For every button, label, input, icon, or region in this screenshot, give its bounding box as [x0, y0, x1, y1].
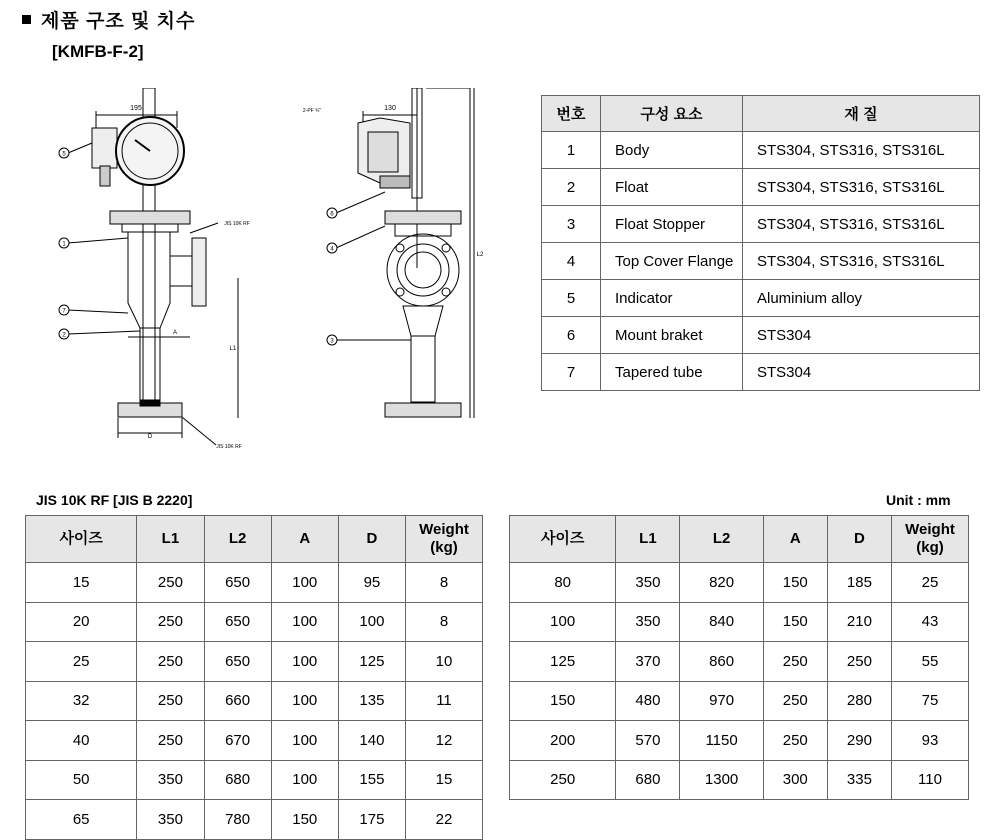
part-component: Top Cover Flange [601, 243, 743, 280]
section-heading-text: 제품 구조 및 치수 [41, 11, 196, 32]
l1-cell: 250 [137, 721, 204, 761]
table-row [542, 132, 980, 169]
weight-cell: 10 [406, 642, 483, 682]
dim-l1-label: L1 [229, 346, 237, 352]
l2-cell: 650 [204, 563, 271, 603]
side-note-label: 2-PF ¾" [302, 108, 322, 114]
dim-right-body [510, 563, 969, 800]
l2-cell: 840 [680, 602, 763, 642]
part-number: 3 [542, 206, 601, 243]
d-cell: 280 [827, 681, 891, 721]
header-d: D [827, 516, 891, 563]
weight-cell: 8 [406, 563, 483, 603]
size-cell: 50 [26, 760, 137, 800]
l2-cell: 860 [680, 642, 763, 682]
part-number: 1 [542, 132, 601, 169]
standard-label: JIS 10K RF [JIS B 2220] [36, 492, 193, 508]
header-l1: L1 [137, 516, 204, 563]
header-l2: L2 [680, 516, 763, 563]
d-cell: 185 [827, 563, 891, 603]
size-cell: 20 [26, 602, 137, 642]
table-row [542, 354, 980, 391]
d-cell: 135 [338, 681, 405, 721]
part-component: Indicator [601, 280, 743, 317]
l1-cell: 350 [616, 602, 680, 642]
dim-195-label: 195 [130, 105, 142, 112]
l2-cell: 970 [680, 681, 763, 721]
table-row [26, 800, 483, 840]
table-row [26, 563, 483, 603]
part-material: STS304, STS316, STS316L [743, 206, 980, 243]
part-component: Body [601, 132, 743, 169]
part-material: STS304, STS316, STS316L [743, 243, 980, 280]
table-row [26, 721, 483, 761]
size-cell: 100 [510, 602, 616, 642]
weight-cell: 22 [406, 800, 483, 840]
header-weight: Weight (kg) [892, 516, 969, 563]
dim-d-label: D [147, 434, 153, 440]
l1-cell: 680 [616, 760, 680, 800]
parts-header-component: 구성 요소 [601, 96, 743, 132]
part-number: 2 [542, 169, 601, 206]
callout-1: 1 [62, 241, 66, 248]
callout-4: 4 [330, 246, 334, 253]
part-material: Aluminium alloy [743, 280, 980, 317]
dim-a-label: A [172, 330, 178, 336]
a-cell: 250 [763, 681, 827, 721]
size-cell: 125 [510, 642, 616, 682]
l1-cell: 350 [137, 800, 204, 840]
part-number: 6 [542, 317, 601, 354]
l1-cell: 370 [616, 642, 680, 682]
parts-header-material: 재 질 [743, 96, 980, 132]
table-row [510, 681, 969, 721]
l2-cell: 680 [204, 760, 271, 800]
size-cell: 150 [510, 681, 616, 721]
a-cell: 300 [763, 760, 827, 800]
table-row [510, 563, 969, 603]
unit-label: Unit : mm [886, 492, 951, 508]
section-heading [22, 6, 195, 33]
l2-cell: 780 [204, 800, 271, 840]
a-cell: 100 [271, 681, 338, 721]
callout-5: 5 [62, 151, 66, 158]
part-component: Mount braket [601, 317, 743, 354]
d-cell: 100 [338, 602, 405, 642]
weight-cell: 25 [892, 563, 969, 603]
table-row [542, 206, 980, 243]
d-cell: 140 [338, 721, 405, 761]
header-d: D [338, 516, 405, 563]
part-material: STS304 [743, 317, 980, 354]
weight-cell: 43 [892, 602, 969, 642]
flange-label-top: JIS 10K RF [224, 221, 250, 227]
table-row [542, 280, 980, 317]
dimension-table-left [25, 515, 483, 840]
parts-header-number: 번호 [542, 96, 601, 132]
table-row [26, 681, 483, 721]
size-cell: 200 [510, 721, 616, 761]
l1-cell: 250 [137, 642, 204, 682]
flange-label-bottom: JIS 10K RF [216, 444, 242, 450]
part-number: 5 [542, 280, 601, 317]
a-cell: 150 [763, 602, 827, 642]
header-weight: Weight (kg) [406, 516, 483, 563]
size-cell: 15 [26, 563, 137, 603]
callout-2: 2 [62, 332, 66, 339]
d-cell: 335 [827, 760, 891, 800]
l2-cell: 1300 [680, 760, 763, 800]
product-drawing [40, 88, 500, 458]
header-a: A [271, 516, 338, 563]
weight-cell: 75 [892, 681, 969, 721]
l1-cell: 350 [616, 563, 680, 603]
weight-cell: 93 [892, 721, 969, 761]
weight-cell: 11 [406, 681, 483, 721]
table-row [26, 602, 483, 642]
d-cell: 210 [827, 602, 891, 642]
a-cell: 150 [763, 563, 827, 603]
l2-cell: 1150 [680, 721, 763, 761]
weight-cell: 110 [892, 760, 969, 800]
d-cell: 155 [338, 760, 405, 800]
table-row [510, 760, 969, 800]
part-number: 7 [542, 354, 601, 391]
table-row [510, 602, 969, 642]
dimension-table-right [509, 515, 969, 800]
l1-cell: 570 [616, 721, 680, 761]
l2-cell: 650 [204, 642, 271, 682]
size-cell: 25 [26, 642, 137, 682]
part-number: 4 [542, 243, 601, 280]
size-cell: 40 [26, 721, 137, 761]
dim-left-body [26, 563, 483, 840]
a-cell: 100 [271, 563, 338, 603]
a-cell: 100 [271, 760, 338, 800]
header-size: 사이즈 [510, 516, 616, 563]
part-component: Float [601, 169, 743, 206]
header-size: 사이즈 [26, 516, 137, 563]
l2-cell: 670 [204, 721, 271, 761]
callout-7: 7 [62, 308, 66, 315]
a-cell: 100 [271, 721, 338, 761]
model-label: [KMFB-F-2] [52, 42, 144, 61]
part-component: Tapered tube [601, 354, 743, 391]
l1-cell: 480 [616, 681, 680, 721]
parts-header-row [542, 96, 980, 132]
weight-cell: 12 [406, 721, 483, 761]
l1-cell: 350 [137, 760, 204, 800]
l1-cell: 250 [137, 563, 204, 603]
table-row [542, 243, 980, 280]
d-cell: 250 [827, 642, 891, 682]
a-cell: 150 [271, 800, 338, 840]
weight-cell: 55 [892, 642, 969, 682]
dim-l2-label: L2 [476, 252, 484, 258]
a-cell: 250 [763, 642, 827, 682]
a-cell: 250 [763, 721, 827, 761]
d-cell: 95 [338, 563, 405, 603]
parts-table [541, 95, 980, 391]
size-cell: 80 [510, 563, 616, 603]
part-material: STS304 [743, 354, 980, 391]
d-cell: 290 [827, 721, 891, 761]
l2-cell: 660 [204, 681, 271, 721]
part-material: STS304, STS316, STS316L [743, 132, 980, 169]
table-row [26, 760, 483, 800]
table-row [510, 721, 969, 761]
l2-cell: 650 [204, 602, 271, 642]
header-l2: L2 [204, 516, 271, 563]
callout-6: 6 [330, 211, 334, 218]
table-row [542, 317, 980, 354]
table-row [26, 642, 483, 682]
callout-3: 3 [330, 338, 334, 345]
l2-cell: 820 [680, 563, 763, 603]
size-cell: 32 [26, 681, 137, 721]
weight-cell: 15 [406, 760, 483, 800]
dim-header-row [26, 516, 483, 563]
a-cell: 100 [271, 642, 338, 682]
dim-header-row [510, 516, 969, 563]
table-row [542, 169, 980, 206]
size-cell: 250 [510, 760, 616, 800]
bullet-square-icon [22, 15, 31, 24]
dim-130-label: 130 [384, 105, 396, 112]
part-material: STS304, STS316, STS316L [743, 169, 980, 206]
d-cell: 175 [338, 800, 405, 840]
header-l1: L1 [616, 516, 680, 563]
part-component: Float Stopper [601, 206, 743, 243]
a-cell: 100 [271, 602, 338, 642]
d-cell: 125 [338, 642, 405, 682]
l1-cell: 250 [137, 602, 204, 642]
size-cell: 65 [26, 800, 137, 840]
header-a: A [763, 516, 827, 563]
l1-cell: 250 [137, 681, 204, 721]
table-row [510, 642, 969, 682]
weight-cell: 8 [406, 602, 483, 642]
